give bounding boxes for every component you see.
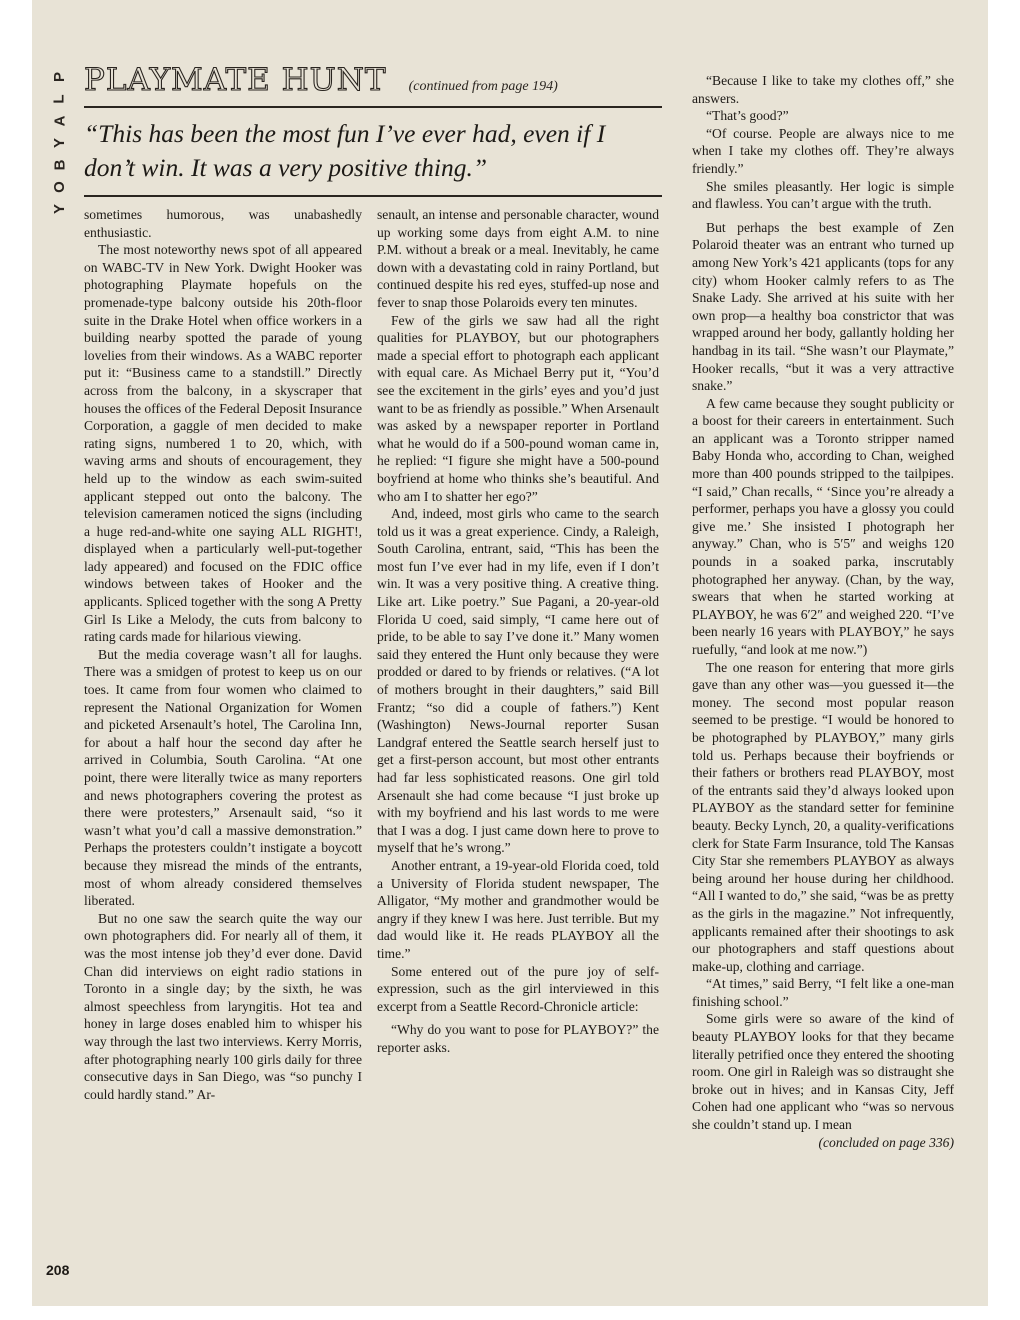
paragraph: Few of the girls we saw had all the right qualities for PLAYBOY, but our photographers made a special effort to photograph each applicant with equal care. As Michael Berry put it, “You’d see the excitement in the girls’ eyes and you’d just want to be as friendly as possible.” When Arsenault was asked by a newspaper reporter in Portland what he would do if a 500-pound woman came in, he replied: “I figure she might have a 500-pound boyfriend at home who thinks she’s beautiful. And who am I to shatter her ego?” xyxy=(377,312,659,504)
paragraph: “Why do you want to pose for PLAYBOY?” the reporter asks. xyxy=(377,1022,659,1055)
paragraph: And, indeed, most girls who came to the search told us it was a great experience. Cindy, a Raleigh, South Carolina, entrant, said, “This has been the most fun I’ve ever had in my life, even if I don’t win. It was a very positive thing. A creative thing. Like art. Like poetry.” Sue Pagani, a 20-year-old Florida U coed, said simply, “I came here out of pride, to be able to say I’ve done it.” Many women said they entered the Hunt only because they were prodded or dared to by friends or relatives. (“A lot of mothers brought in their daughters,” said Bill Frantz; “so did a couple of fathers.”) Kent (Washington) News-Journal reporter Susan Landgraf entered the Seattle search herself just to get a first-person account, but most other entrants had far less sophisticated reasons. One girl told Arsenault she had come because “I just broke up with my boyfriend and his last words to me were that I was a dog. I just came down here to prove to myself that he’s wrong.” xyxy=(377,506,659,856)
paragraph: Some girls were so aware of the kind of beauty PLAYBOY looks for that they became literally petrified once they entered the shooting room. One girl in Raleigh was so distraught she broke out in hives; and in Kansas City, Jeff Cohen had one applicant who “was so nervous she couldn’t stand up. I mean xyxy=(692,1011,954,1133)
paragraph: But no one saw the search quite the way our own photographers did. For nearly all of them, it was the most intense job they’d ever done. David Chan did interviews on eight radio stations in Toronto in a single day; by the sixth, he was almost speechless from laryngitis. Hot tea and honey in large doses enabled him to whisper his way through the last two interviews. Kerry Morris, after photographing nearly 100 girls daily for three consecutive days in San Diego, was “so punchy I could hardly stand.” Ar- xyxy=(84,910,362,1102)
spine-letter: Y xyxy=(50,203,68,215)
paragraph: Another entrant, a 19-year-old Florida coed, told a University of Florida student newspaper, The Alligator, “My mother and grandmother would be angry if they knew I was here. Just terrible. But my dad would like it. He reads PLAYBOY all the time.” xyxy=(377,857,659,961)
paragraph: Some entered out of the pure joy of self-expression, such as the girl interviewed in this excerpt from a Seattle Record-Chronicle article: xyxy=(377,963,659,1014)
pull-quote: “This has been the most fun I’ve ever had, even if I don’t win. It was a very positive thing.” xyxy=(84,119,606,182)
text-column-3 xyxy=(692,72,954,1151)
text-column-2 xyxy=(377,206,659,1057)
paragraph: “That’s good?” xyxy=(706,108,789,124)
paragraph: But perhaps the best example of Zen Polaroid theater was an entrant who turned up among New York’s 421 applicants (tops for any city) whom Hooker calmly refers to as The Snake Lady. She arrived at his suite with her own prop—a healthy boa constrictor that was wrapped around her body, gallantly holding her handbag in its tail. “She wasn’t our Playmate,” Hooker recalls, “but it was a very attractive snake.” xyxy=(692,219,954,394)
spine-letter: P xyxy=(50,71,68,83)
header-rule xyxy=(84,106,662,108)
spine-letter: Y xyxy=(50,137,68,149)
pull-quote-rule xyxy=(84,195,662,197)
paragraph: “At times,” said Berry, “I felt like a one-man finishing school.” xyxy=(692,976,954,1009)
paragraph: She smiles pleasantly. Her logic is simple and flawless. You can’t argue with the truth. xyxy=(692,178,954,212)
paragraph: “Of course. People are always nice to me when I take my clothes off. They’re always friendly.” xyxy=(692,125,954,176)
spine-letter: O xyxy=(50,181,68,193)
paragraph: But the media coverage wasn’t all for laughs. There was a smidgen of protest to keep us on our toes. It came from four women who claimed to represent the National Organization for Women and picketed Arsenault’s hotel, The Carolina Inn, for about a half hour the second day after he arrived in Columbia, South Carolina. “At one point, there were literally twice as many reporters and news photographers covering the protest as there were protesters,” Arsenault said, “so it wasn’t what you’d call a massive demonstration.” Perhaps the protesters couldn’t instigate a boycott because they misread the minds of the entrants, most of whom already considered themselves liberated. xyxy=(84,646,362,909)
text-column-1 xyxy=(84,206,362,1103)
article-header xyxy=(84,62,662,106)
spine-logo xyxy=(52,66,68,220)
spine-letter: L xyxy=(50,94,68,104)
paragraph: sometimes humorous, was unabashedly enthusiastic. xyxy=(84,207,362,240)
spine-letter: B xyxy=(51,159,68,171)
page-number: 208 xyxy=(46,1262,70,1278)
paragraph: A few came because they sought publicity or a boost for their careers in entertainment. Such an applicant was a Toronto stripper named Baby Honda who, according to Chan, weighed more than 400 pounds stripped to the tailpipes. “I said,” Chan recalls, “ ‘Since you’re already a performer, perhaps you have a glossy you could give me.’ She insisted I photograph her anyway.” Chan, who is 5′5″ and weighs 120 pounds in a soaked parka, inscrutably photographed her anyway. (Chan, by the way, swears that when he started working at PLAYBOY, he was 6′2″ and weighed 220. “I’ve been nearly 16 years with PLAYBOY,” he says ruefully, “and look at me now.”) xyxy=(692,395,954,657)
continued-note: (continued from page 194) xyxy=(408,79,558,94)
paragraph: The most noteworthy news spot of all appeared on WABC-TV in New York. Dwight Hooker was photographing Playmate hopefuls on the promenade-type balcony outside his 20th-floor suite in the Drake Hotel when office workers in a building nearby spotted the parade of young lovelies from their windows. As a WABC reporter put it: “Business came to a standstill.” Directly across from the balcony, in a skyscraper that houses the offices of the Federal Deposit Insurance Corporation, a gaggle of men decided to make rating signs, numbered 1 to 20, which, with waving arms and shouts of encouragement, they held up to the window as each swim-suited applicant stepped out onto the balcony. The television cameramen noticed the signs (including a huge red-and-white one saying ALL RIGHT!, displayed when a particularly well-put-together lady appeared) and focused on the FDIC office windows between takes of Hooker and the applicants. Spliced together with the song A Pretty Girl Is Like a Melody, the cuts from balcony to rating cards made for hilarious viewing. xyxy=(84,242,362,645)
article-title: PLAYMATE HUNT xyxy=(84,62,387,98)
paragraph: The one reason for entering that more girls gave than any other was—you guessed it—the money. The second most popular reason seemed to be prestige. “I would be honored to be photographed by PLAYBOY,” many girls told us. Perhaps because their boyfriends or their fathers or brothers read PLAYBOY, most of the entrants said they’d always looked upon PLAYBOY as the standard setter for feminine beauty. Becky Lynch, 20, a quality-verifications clerk for State Farm Insurance, told The Kansas City Star she remembers PLAYBOY as always being around her house during her childhood. “All I wanted to do,” she said, “was be as pretty as the girls in the magazine.” Not infrequently, applicants remained after their shootings to ask our photographers and staff questions about make-up, clothing and carriage. xyxy=(692,659,954,974)
paragraph: “Because I like to take my clothes off,” she answers. xyxy=(692,73,954,106)
paragraph: senault, an intense and personable character, wound up working some days from eight A.M. to nine P.M. without a break or a meal. Inevitably, he came down with a devastating cold in rainy Portland, but continued despite his red eyes, stuffed-up nose and fever to snap those Polaroids every ten minutes. xyxy=(377,207,659,310)
spine-letter: A xyxy=(51,115,68,127)
concluded-note: (concluded on page 336) xyxy=(818,1134,954,1150)
